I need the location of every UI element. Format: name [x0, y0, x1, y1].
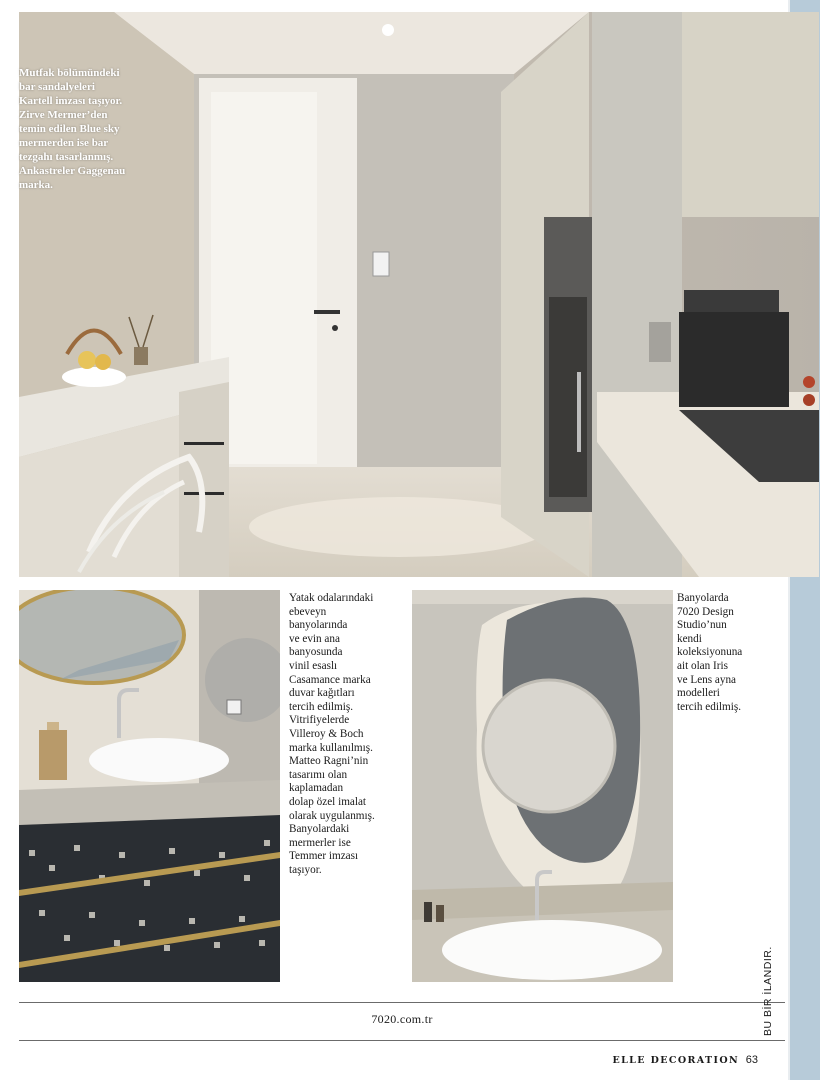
- magazine-name: ELLE DECORATION: [612, 1055, 740, 1066]
- mirrors-caption: [677, 592, 785, 714]
- caption-line: ebeveyn: [289, 605, 327, 618]
- caption-line: koleksiyonuna: [677, 646, 743, 659]
- bathroom-vanity-photo: [19, 590, 280, 982]
- caption-line: ve evin ana: [289, 632, 340, 645]
- caption-line: 7020 Design: [677, 605, 734, 618]
- caption-line: tercih edilmiş.: [289, 700, 354, 713]
- caption-line: taşıyor.: [289, 863, 322, 876]
- caption-line: banyolarında: [289, 619, 348, 632]
- caption-line: Studio’nun: [677, 619, 727, 632]
- kitchen-caption-line: Kartell imzası taşıyor.: [19, 95, 123, 107]
- kitchen-caption-line: marka.: [19, 179, 53, 191]
- caption-line: tasarımı olan: [289, 768, 348, 781]
- kitchen-caption-line: bar sandalyeleri: [19, 81, 95, 93]
- caption-line: Banyolarda: [677, 592, 729, 604]
- kitchen-caption-line: tezgahı tasarlanmış.: [19, 151, 114, 163]
- advertisement-notice: BU BİR İLANDIR.: [762, 946, 774, 1036]
- website-url: 7020.com.tr: [371, 1012, 433, 1026]
- caption-line: ait olan Iris: [677, 659, 728, 672]
- caption-line: marka kullanılmış.: [289, 741, 373, 754]
- caption-line: Banyolardaki: [289, 823, 350, 836]
- caption-line: duvar kağıtları: [289, 687, 355, 700]
- caption-line: ve Lens ayna: [677, 673, 737, 686]
- caption-line: banyosunda: [289, 646, 343, 659]
- kitchen-caption-line: Zirve Mermer’den: [19, 109, 108, 121]
- caption-line: Yatak odalarındaki: [289, 592, 374, 604]
- caption-line: Matteo Ragni’nin: [289, 755, 369, 768]
- caption-line: kendi: [677, 632, 702, 645]
- page-folio: [612, 1054, 758, 1066]
- kitchen-caption-line: temin edilen Blue sky: [19, 123, 120, 135]
- kitchen-caption-line: Mutfak bölümündeki: [19, 67, 120, 79]
- kitchen-caption-line: mermerden ise bar: [19, 137, 109, 149]
- kitchen-caption-line: Ankastreler Gaggenau: [19, 165, 126, 177]
- caption-line: olarak uygulanmış.: [289, 809, 375, 822]
- caption-line: Temmer imzası: [289, 850, 359, 863]
- caption-line: mermerler ise: [289, 836, 351, 849]
- caption-line: kaplamadan: [289, 782, 344, 795]
- caption-line: vinil esaslı: [289, 659, 338, 672]
- caption-line: tercih edilmiş.: [677, 700, 742, 713]
- footer-rule-top: [19, 1002, 785, 1003]
- caption-line: Casamance marka: [289, 673, 371, 686]
- bedroom-bathrooms-caption: [289, 592, 407, 877]
- page-number: 63: [745, 1054, 758, 1066]
- footer-rule-bottom: [19, 1040, 785, 1041]
- bathroom-mirror-photo: [412, 590, 673, 982]
- kitchen-caption: [19, 66, 159, 192]
- caption-line: dolap özel imalat: [289, 795, 367, 808]
- caption-line: modelleri: [677, 687, 720, 700]
- caption-line: Vitrifiyelerde: [289, 714, 350, 727]
- caption-line: Villeroy & Boch: [289, 727, 364, 740]
